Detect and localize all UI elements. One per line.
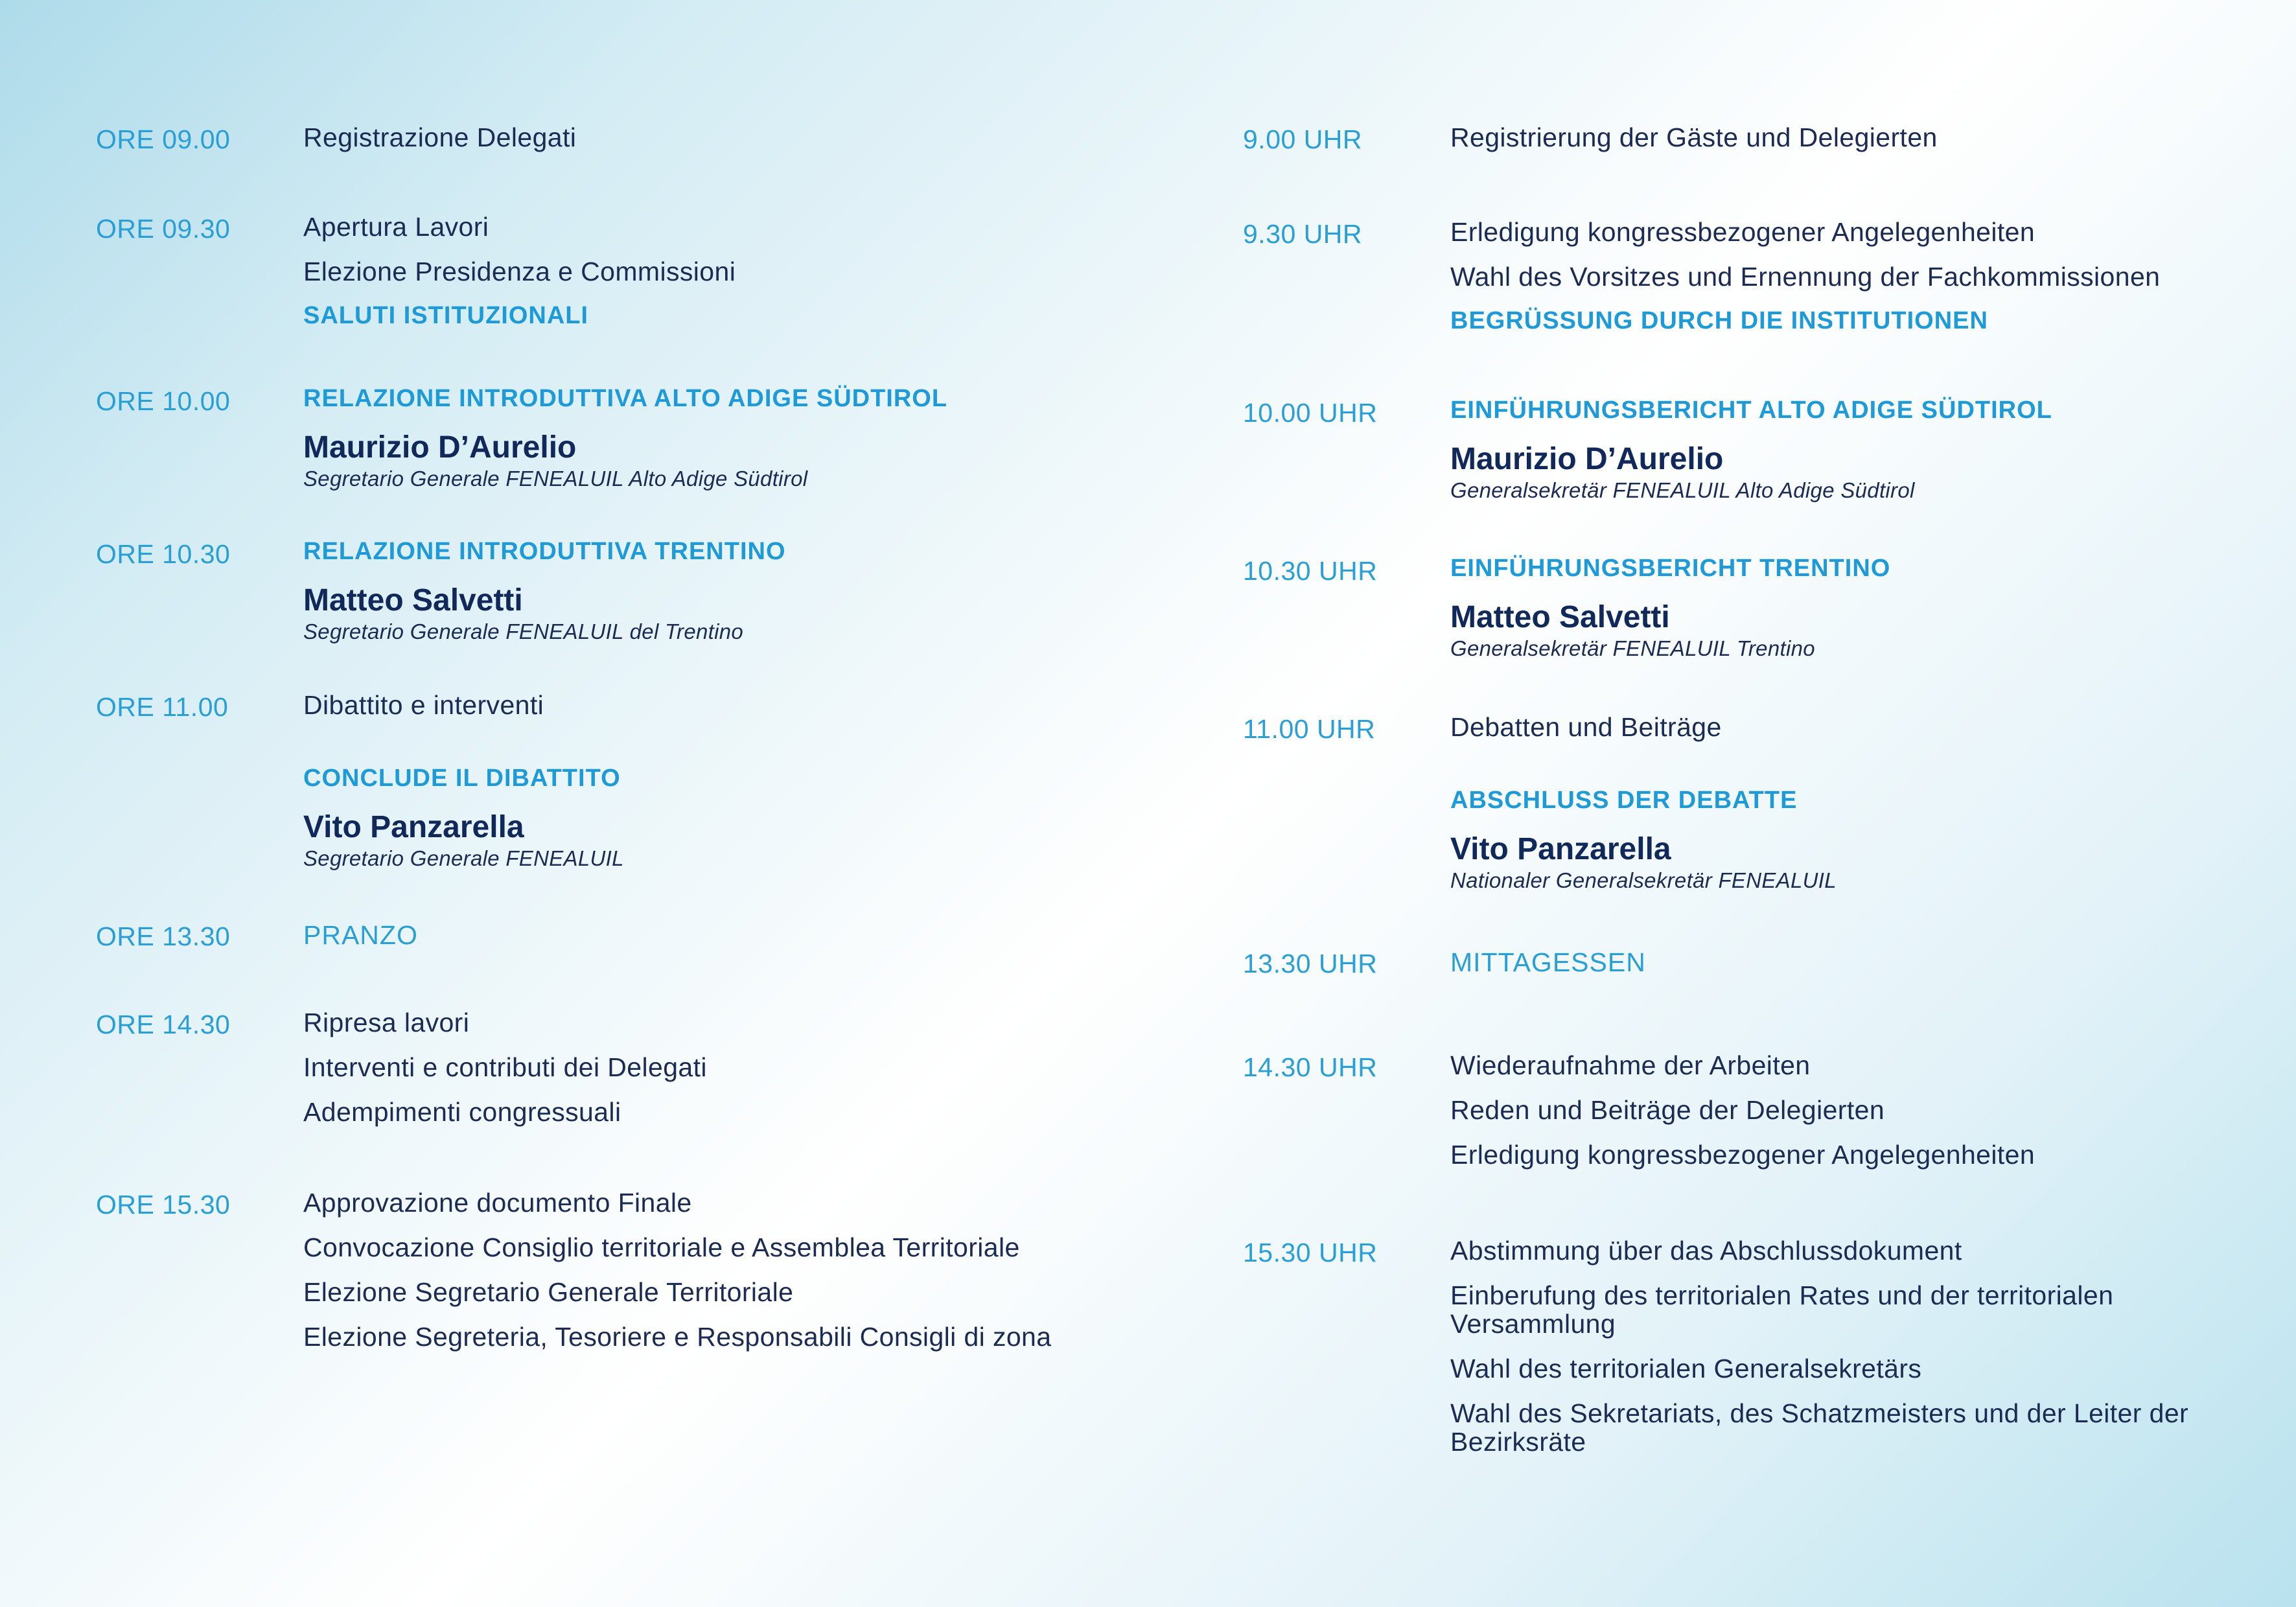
time-label: ORE 09.00 [96, 124, 231, 154]
italian-program [96, 0, 1068, 1607]
section-heading: RELAZIONE INTRODUTTIVA ALTO ADIGE SÜDTIROL [303, 385, 948, 412]
time-label: 10.00 UHR [1243, 398, 1378, 428]
time-label: ORE 13.30 [96, 921, 231, 951]
speaker-role: Segretario Generale FENEALUIL Alto Adige Südtirol [303, 467, 808, 491]
agenda-item: Registrierung der Gäste und Delegierten [1450, 122, 1938, 152]
time-label: 10.30 UHR [1243, 556, 1378, 586]
agenda-item: Apertura Lavori [303, 212, 489, 242]
speaker-role: Segretario Generale FENEALUIL [303, 846, 624, 870]
speaker-name: Matteo Salvetti [1450, 600, 1670, 634]
agenda-item: Erledigung kongressbezogener Angelegenheiten [1450, 217, 2035, 247]
time-label: 14.30 UHR [1243, 1052, 1378, 1082]
section-heading: SALUTI ISTITUZIONALI [303, 302, 589, 329]
german-program [1243, 0, 2254, 1607]
time-label: ORE 10.00 [96, 386, 231, 416]
speaker-role: Segretario Generale FENEALUIL del Trentino [303, 619, 744, 643]
time-label: 15.30 UHR [1243, 1238, 1378, 1267]
agenda-item: Dibattito e interventi [303, 690, 544, 720]
lunch-break: MITTAGESSEN [1450, 947, 1646, 977]
agenda-item: Wiederaufnahme der Arbeiten [1450, 1050, 1811, 1080]
speaker-role: Generalsekretär FENEALUIL Trentino [1450, 636, 1815, 660]
agenda-item: Wahl des Vorsitzes und Ernennung der Fachkommissionen [1450, 262, 2161, 292]
speaker-name: Maurizio D’Aurelio [303, 430, 577, 465]
agenda-item: Reden und Beiträge der Delegierten [1450, 1095, 1885, 1125]
speaker-name: Vito Panzarella [1450, 832, 1671, 866]
time-label: 13.30 UHR [1243, 949, 1378, 978]
agenda-item: Convocazione Consiglio territoriale e Assemblea Territoriale [303, 1232, 1020, 1262]
agenda-item: Wahl des territorialen Generalsekretärs [1450, 1354, 1922, 1383]
lunch-break: PRANZO [303, 920, 418, 950]
agenda-item: Wahl des Sekretariats, des Schatzmeisters und der Leiter der Bezirksräte [1450, 1398, 2189, 1457]
agenda-item: Einberufung des territorialen Rates und der territorialen Versammlung [1450, 1280, 2114, 1339]
speaker-name: Matteo Salvetti [303, 583, 523, 618]
time-label: ORE 15.30 [96, 1190, 231, 1220]
agenda-item: Registrazione Delegati [303, 122, 577, 152]
speaker-role: Generalsekretär FENEALUIL Alto Adige Südtirol [1450, 478, 1915, 502]
agenda-item: Approvazione documento Finale [303, 1188, 692, 1218]
section-heading: RELAZIONE INTRODUTTIVA TRENTINO [303, 538, 786, 565]
agenda-item: Debatten und Beiträge [1450, 712, 1722, 742]
time-label: 9.30 UHR [1243, 219, 1363, 249]
agenda-item: Erledigung kongressbezogener Angelegenheiten [1450, 1140, 2035, 1170]
time-label: ORE 10.30 [96, 539, 231, 569]
section-heading: ABSCHLUSS DER DEBATTE [1450, 787, 1798, 814]
section-heading: EINFÜHRUNGSBERICHT TRENTINO [1450, 555, 1891, 582]
agenda-item: Interventi e contributi dei Delegati [303, 1052, 707, 1082]
agenda-item: Abstimmung über das Abschlussdokument [1450, 1236, 1962, 1266]
section-heading: BEGRÜSSUNG DURCH DIE INSTITUTIONEN [1450, 307, 1988, 334]
agenda-item: Ripresa lavori [303, 1008, 470, 1037]
time-label: 11.00 UHR [1243, 714, 1376, 744]
time-label: ORE 09.30 [96, 214, 231, 244]
speaker-name: Vito Panzarella [303, 810, 524, 844]
time-label: ORE 14.30 [96, 1010, 231, 1039]
speaker-name: Maurizio D’Aurelio [1450, 442, 1724, 476]
agenda-item: Elezione Segretario Generale Territoriale [303, 1277, 794, 1307]
section-heading: CONCLUDE IL DIBATTITO [303, 765, 621, 792]
section-heading: EINFÜHRUNGSBERICHT ALTO ADIGE SÜDTIROL [1450, 397, 2052, 424]
agenda-item: Elezione Presidenza e Commissioni [303, 257, 736, 286]
agenda-item: Adempimenti congressuali [303, 1097, 621, 1127]
agenda-item: Elezione Segreteria, Tesoriere e Responsabili Consigli di zona [303, 1322, 1052, 1352]
time-label: ORE 11.00 [96, 692, 229, 722]
speaker-role: Nationaler Generalsekretär FENEALUIL [1450, 868, 1837, 892]
time-label: 9.00 UHR [1243, 124, 1363, 154]
